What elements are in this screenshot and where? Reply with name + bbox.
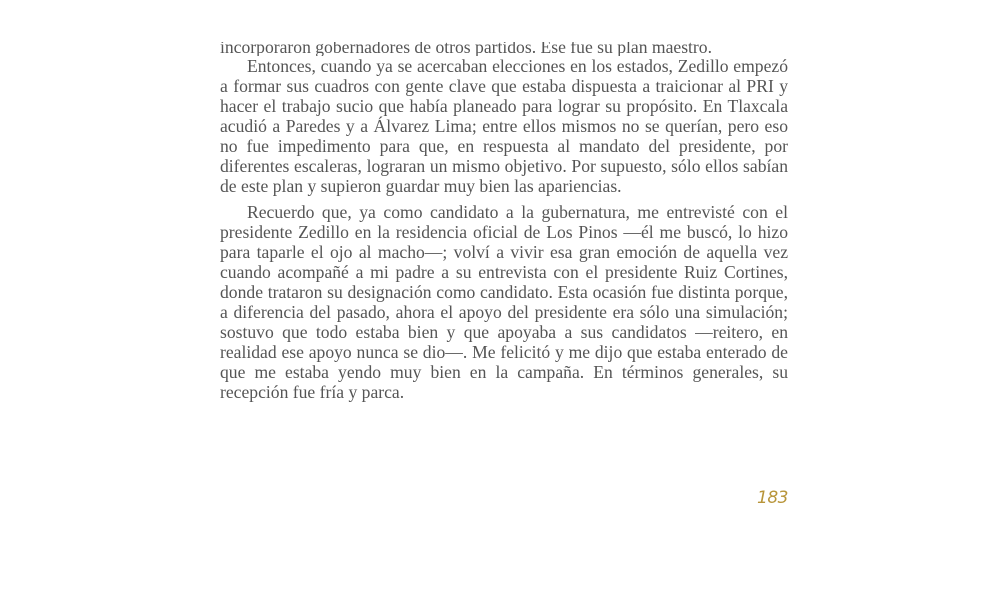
partial-top-line bbox=[220, 42, 788, 56]
body-text bbox=[220, 42, 788, 408]
page-number: 183 bbox=[757, 488, 788, 508]
partial-line-text: incorporaron gobernadores de otros partidos. Ese fue su plan maestro. bbox=[220, 42, 712, 56]
paragraph-2: Recuerdo que, ya como candidato a la gubernatura, me entrevisté con el presidente Zedillo en la residencia oficial de Los Pinos —él me buscó, lo hizo para taparle el ojo al macho—; volví a vivir esa gran emoción de aquella vez cuando acompañé a mi padre a su entrevista con el presidente Ruiz Cortines, donde trataron su designación como candidato. Esta ocasión fue distinta porque, a diferencia del pasado, ahora el apoyo del presidente era sólo una simulación; sostuvo que todo estaba bien y que apoyaba a sus candidatos —reitero, en realidad ese apoyo nunca se dio—. Me felicitó y me dijo que estaba enterado de que me estaba yendo muy bien en la campaña. En términos generales, su recepción fue fría y parca. bbox=[220, 202, 788, 402]
paragraph-1: Entonces, cuando ya se acercaban elecciones en los estados, Zedillo empezó a formar sus cuadros con gente clave que estaba dispuesta a traicionar al PRI y hacer el trabajo sucio que había planeado para lograr su propósito. En Tlaxcala acudió a Paredes y a Álvarez Lima; entre ellos mismos no se querían, pero eso no fue impedimento para que, en respuesta al mandato del presidente, por diferentes escaleras, lograran un mismo objetivo. Por supuesto, sólo ellos sabían de este plan y supieron guardar muy bien las apariencias. bbox=[220, 56, 788, 196]
